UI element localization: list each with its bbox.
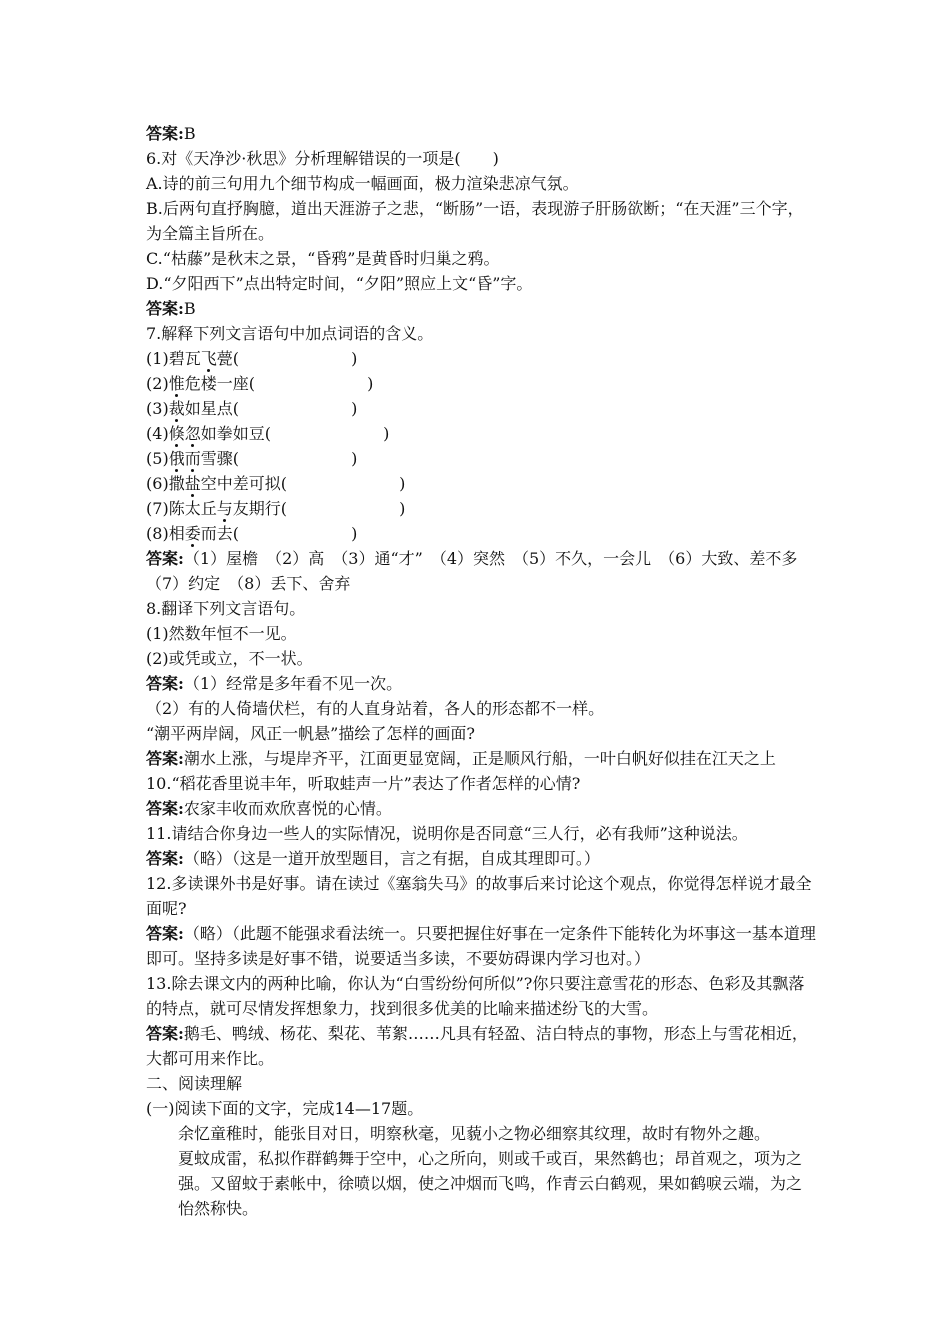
emphasis-dot-char: 忽 <box>184 424 201 443</box>
answer-label: 答案: <box>146 674 184 693</box>
question-8-item-2: (2)或凭或立，不一状。 <box>146 649 313 668</box>
answer-6: 答案:B <box>146 299 196 318</box>
answer-label: 答案: <box>146 849 184 868</box>
question-6-option-b: B.后两句直抒胸臆，道出天涯游子之悲，“断肠”一语，表现游子肝肠欲断；“在天涯”三个字，为全篇主旨所在。 <box>146 199 804 243</box>
question-7-item <box>146 471 816 496</box>
question-7-item-text: (8)相委而去( ) <box>146 524 358 543</box>
answer-13: 答案:鹅毛、鸭绒、杨花、梨花、苇絮……凡具有轻盈、洁白特点的事物，形态上与雪花相近，大都可用来作比。 <box>146 1024 808 1068</box>
emphasis-dot-char: 盐 <box>184 474 201 493</box>
question-6-option-c: C.“枯藤”是秋末之景，“昏鸦”是黄昏时归巢之鸦。 <box>146 249 500 268</box>
answer-12: 答案:（略）（此题不能强求看法统一。只要把握住好事在一定条件下能转化为坏事这一基本道理即可。坚持多读是好事不错，说要适当多读，不要妨碍课内学习也对。） <box>146 924 816 968</box>
emphasis-dot-char: 与 <box>216 499 233 518</box>
emphasis-dot-char: 惟 <box>168 374 185 393</box>
question-7-item-text: (4)倏忽如拳如豆( ) <box>146 424 390 443</box>
answer-7: 答案:（1）屋檐 （2）高 （3）通“才” （4）突然 （5）不久，一会儿 （6）大致、差不多 （7）约定 （8）丢下、舍弃 <box>146 549 814 593</box>
emphasis-dot-char: 飞 <box>200 349 217 368</box>
question-6: 6.对《天净沙·秋思》分析理解错误的一项是( ) <box>146 149 499 168</box>
question-7-item-text: (7)陈太丘与友期行( ) <box>146 499 406 518</box>
question-9: “潮平两岸阔，风正一帆悬”描绘了怎样的画面? <box>146 724 475 743</box>
question-7-item-text: (3)裁如星点( ) <box>146 399 358 418</box>
question-6-option-a: A.诗的前三句用九个细节构成一幅画面，极力渲染悲凉气氛。 <box>146 174 579 193</box>
answer-9: 答案:潮水上涨，与堤岸齐平，江面更显宽阔，正是顺风行船，一叶白帆好似挂在江天之上 <box>146 749 776 768</box>
question-7: 7.解释下列文言语句中加点词语的含义。 <box>146 324 434 343</box>
answer-8-1: 答案:（1）经常是多年看不见一次。 <box>146 674 403 693</box>
answer-label: 答案: <box>146 124 184 143</box>
reading-paragraph-1: 余忆童稚时，能张目对日，明察秋毫，见藐小之物必细察其纹理，故时有物外之趣。 <box>178 1124 771 1143</box>
answer-label: 答案: <box>146 549 184 568</box>
question-11: 11.请结合你身边一些人的实际情况，说明你是否同意“三人行，必有我师”这种说法。 <box>146 824 748 843</box>
answer-label: 答案: <box>146 799 184 818</box>
section-heading: 二、阅读理解 <box>146 1074 243 1093</box>
question-7-item <box>146 371 816 396</box>
question-7-item <box>146 346 816 371</box>
question-6-option-d: D.“夕阳西下”点出特定时间，“夕阳”照应上文“昏”字。 <box>146 274 533 293</box>
question-7-item-text: (1)碧瓦飞甍( ) <box>146 349 358 368</box>
question-7-item <box>146 496 816 521</box>
question-12: 12.多读课外书是好事。请在读过《塞翁失马》的故事后来讨论这个观点，你觉得怎样说才最全面呢? <box>146 874 812 918</box>
question-7-item-text: (5)俄而雪骤( ) <box>146 449 358 468</box>
answer-label: 答案: <box>146 299 184 318</box>
answer-11: 答案:（略）（这是一道开放型题目，言之有据，自成其理即可。） <box>146 849 600 868</box>
answer-label: 答案: <box>146 1024 184 1043</box>
document-body <box>146 121 816 1221</box>
reading-paragraph-2: 夏蚊成雷，私拟作群鹤舞于空中，心之所向，则或千或百，果然鹤也；昂首观之，项为之强。又留蚊于素帐中，徐喷以烟，使之冲烟而飞鸣，作青云白鹤观，果如鹤唳云端，为之怡然称快。 <box>178 1149 803 1218</box>
question-7-item <box>146 446 816 471</box>
question-13: 13.除去课文内的两种比喻，你认为“白雪纷纷何所似”?你只要注意雪花的形态、色彩及其飘落的特点，就可尽情发挥想象力，找到很多优美的比喻来描述纷飞的大雪。 <box>146 974 805 1018</box>
question-7-item-text: (2)惟危楼一座( ) <box>146 374 374 393</box>
answer-label: 答案: <box>146 749 184 768</box>
answer-10: 答案:农家丰收而欢欣喜悦的心情。 <box>146 799 392 818</box>
question-8-item-1: (1)然数年恒不一见。 <box>146 624 297 643</box>
answer-5: 答案:B <box>146 124 196 143</box>
emphasis-dot-char: 而 <box>184 449 201 468</box>
answer-8-2: （2）有的人倚墙伏栏，有的人直身站着，各人的形态都不一样。 <box>146 699 605 718</box>
answer-label: 答案: <box>146 924 184 943</box>
emphasis-dot-char: 俄 <box>168 449 185 468</box>
emphasis-dot-char: 倏 <box>168 424 185 443</box>
question-7-item <box>146 421 816 446</box>
question-7-item <box>146 396 816 421</box>
question-10: 10.“稻花香里说丰年，听取蛙声一片”表达了作者怎样的心情? <box>146 774 581 793</box>
question-7-item-text: (6)撒盐空中差可拟( ) <box>146 474 406 493</box>
question-8: 8.翻译下列文言语句。 <box>146 599 306 618</box>
question-7-item <box>146 521 816 546</box>
emphasis-dot-char: 裁 <box>168 399 185 418</box>
emphasis-dot-char: 委 <box>184 524 201 543</box>
part-heading: (一)阅读下面的文字，完成14—17题。 <box>146 1099 424 1118</box>
